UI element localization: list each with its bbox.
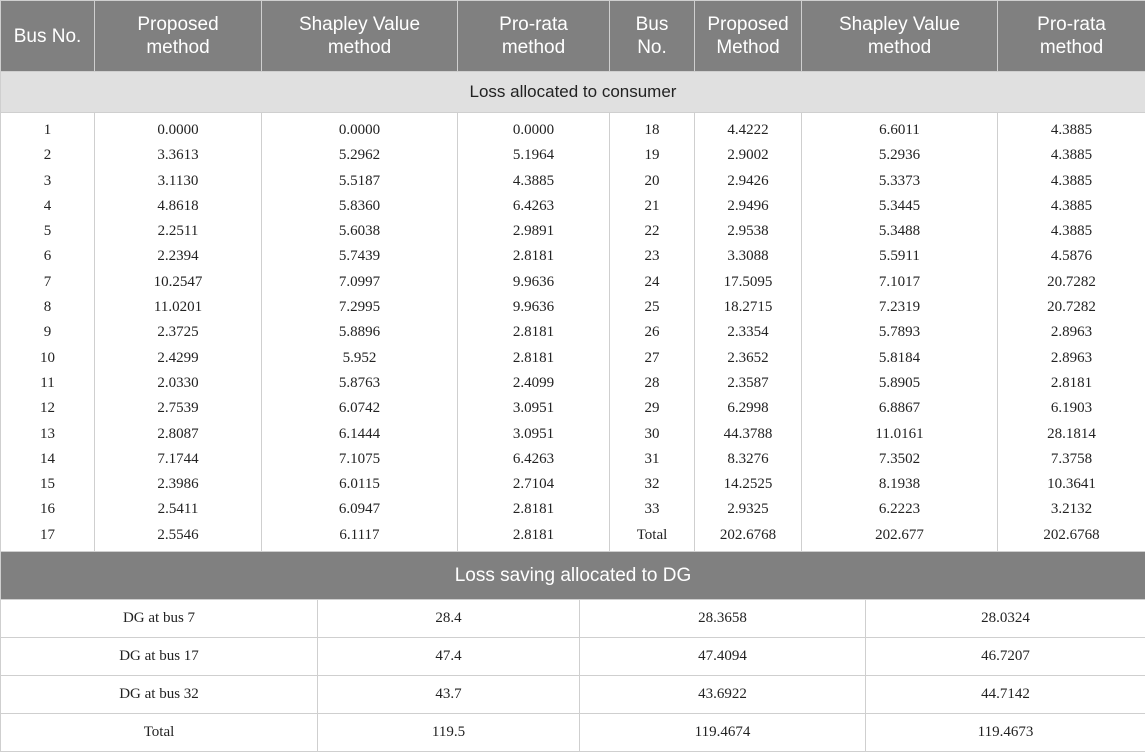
table-cell: 6 — [43, 248, 52, 265]
table-cell: 2 — [43, 147, 52, 164]
table-cell: 6.0947 — [338, 501, 381, 518]
table-cell: 16 — [40, 501, 55, 518]
table-cell: 10 — [40, 349, 55, 366]
table-cell: 5.8905 — [878, 374, 921, 391]
table-cell: 2.3652 — [727, 349, 769, 366]
table-cell: 5.8360 — [338, 197, 381, 214]
table-cell: 14.2525 — [723, 476, 773, 493]
table-cell: 7 — [43, 273, 52, 290]
table-cell: 19 — [644, 147, 660, 164]
table-cell: 2.9002 — [727, 147, 769, 164]
col-left-prorata — [458, 113, 610, 552]
table-cell: 2.8963 — [1050, 349, 1093, 366]
dg-cell-label: DG at bus 17 — [1, 638, 318, 676]
table-cell: 25 — [644, 299, 660, 316]
dg-row — [1, 600, 1145, 638]
dg-cell-label: DG at bus 7 — [1, 600, 318, 638]
table-cell: 4.3885 — [1050, 223, 1093, 240]
header-bus-no-right: Bus No. — [610, 1, 695, 72]
table-cell: 5.3445 — [878, 197, 921, 214]
table-cell: 4.3885 — [1050, 122, 1093, 138]
table-cell: 6.4263 — [512, 450, 555, 467]
dg-cell-proposed: 119.5 — [318, 714, 580, 752]
table-cell: 0.0000 — [338, 122, 381, 138]
table-cell: 3.0951 — [512, 400, 555, 417]
table-cell: 5.7893 — [878, 324, 921, 341]
table-cell: 5.3488 — [878, 223, 921, 240]
table-cell: 7.2995 — [338, 299, 381, 316]
table-cell: 5.8184 — [878, 349, 921, 366]
dg-cell-prorata: 119.4673 — [866, 714, 1145, 752]
dg-cell-proposed: 47.4 — [318, 638, 580, 676]
table-cell: 2.8087 — [157, 425, 199, 442]
section-consumer-title: Loss allocated to consumer — [1, 72, 1145, 113]
table-cell: 2.5411 — [157, 501, 199, 518]
table-cell: 2.3725 — [157, 324, 199, 341]
table-cell: 21 — [644, 197, 660, 214]
table-cell: 6.4263 — [512, 197, 555, 214]
dg-cell-label: DG at bus 32 — [1, 676, 318, 714]
table-cell: 202.6768 — [719, 526, 777, 543]
dg-cell-label: Total — [1, 714, 318, 752]
table-cell: 2.7104 — [512, 476, 555, 493]
table-cell: 17.5095 — [723, 273, 773, 290]
table-cell: 4.8618 — [157, 197, 199, 214]
table-cell: 202.677 — [875, 526, 924, 543]
table-cell: Total — [636, 526, 668, 543]
table-cell: 31 — [644, 450, 660, 467]
table-cell: 44.3788 — [723, 425, 773, 442]
table-cell: 5.1964 — [512, 147, 555, 164]
table-cell: 0.0000 — [157, 122, 199, 138]
consumer-data-row — [1, 113, 1145, 552]
table-cell: 7.0997 — [338, 273, 381, 290]
table-cell: 2.2511 — [157, 223, 199, 240]
dg-cell-prorata: 28.0324 — [866, 600, 1145, 638]
header-shapley-left: Shapley Value method — [262, 1, 458, 72]
dg-row — [1, 638, 1145, 676]
table-cell: 2.0330 — [157, 374, 199, 391]
section-consumer-row — [1, 72, 1145, 113]
table-cell: 24 — [644, 273, 660, 290]
header-bus-no-left: Bus No. — [1, 1, 95, 72]
col-right-bus — [610, 113, 695, 552]
table-cell: 4.3885 — [1050, 172, 1093, 189]
table-cell: 5.8763 — [338, 374, 381, 391]
table-cell: 4.3885 — [512, 172, 555, 189]
table-cell: 12 — [40, 400, 55, 417]
table-cell: 9 — [43, 324, 52, 341]
table-cell: 18 — [644, 122, 660, 138]
table-cell: 8.3276 — [727, 450, 769, 467]
table-cell: 17 — [40, 526, 55, 543]
col-right-prorata — [998, 113, 1145, 552]
table-cell: 2.8181 — [512, 526, 555, 543]
table-cell: 18.2715 — [723, 299, 773, 316]
table-cell: 3.1130 — [157, 172, 199, 189]
dg-row — [1, 714, 1145, 752]
header-row — [1, 1, 1145, 72]
table-cell: 6.0742 — [338, 400, 381, 417]
table-cell: 3.0951 — [512, 425, 555, 442]
table-cell: 33 — [644, 501, 660, 518]
table-cell: 2.9426 — [727, 172, 769, 189]
table-cell: 4.5876 — [1050, 248, 1093, 265]
table-cell: 202.6768 — [1043, 526, 1100, 543]
table-cell: 6.8867 — [878, 400, 921, 417]
table-cell: 6.2998 — [727, 400, 769, 417]
table-cell: 20.7282 — [1047, 273, 1096, 290]
table-cell: 6.1444 — [338, 425, 381, 442]
table-cell: 4 — [43, 197, 52, 214]
table-cell: 10.2547 — [153, 273, 203, 290]
table-cell: 2.7539 — [157, 400, 199, 417]
table-cell: 20 — [644, 172, 660, 189]
table-cell: 28.1814 — [1047, 425, 1096, 442]
table-cell: 2.3354 — [727, 324, 769, 341]
col-left-bus — [1, 113, 95, 552]
table-cell: 2.2394 — [157, 248, 199, 265]
table-cell: 2.5546 — [157, 526, 199, 543]
table-cell: 27 — [644, 349, 660, 366]
table-cell: 5.2936 — [878, 147, 921, 164]
table-cell: 4.3885 — [1050, 197, 1093, 214]
table-cell: 2.9538 — [727, 223, 769, 240]
table-cell: 22 — [644, 223, 660, 240]
table-cell: 3.3613 — [157, 147, 199, 164]
col-left-proposed — [95, 113, 262, 552]
table-cell: 9.9636 — [512, 273, 555, 290]
header-proposed-right: Proposed Method — [695, 1, 802, 72]
table-cell: 8.1938 — [878, 476, 921, 493]
table-cell: 6.1117 — [339, 526, 380, 543]
table-cell: 30 — [644, 425, 660, 442]
table-cell: 5.5911 — [879, 248, 920, 265]
table-cell: 2.8963 — [1050, 324, 1093, 341]
dg-row — [1, 676, 1145, 714]
table-cell: 15 — [40, 476, 55, 493]
col-right-proposed — [695, 113, 802, 552]
dg-cell-prorata: 46.7207 — [866, 638, 1145, 676]
table-cell: 5.5187 — [338, 172, 381, 189]
table-cell: 11 — [40, 374, 55, 391]
table-cell: 2.4099 — [512, 374, 555, 391]
table-cell: 4.4222 — [727, 122, 769, 138]
dg-table — [0, 599, 1145, 752]
table-cell: 5.7439 — [338, 248, 381, 265]
table-cell: 9.9636 — [512, 299, 555, 316]
table-cell: 5.3373 — [878, 172, 921, 189]
section-dg-row — [1, 552, 1145, 600]
header-shapley-right: Shapley Value method — [802, 1, 998, 72]
table-cell: 6.1903 — [1050, 400, 1093, 417]
table-cell: 2.4299 — [157, 349, 199, 366]
header-prorata-right: Pro-rata method — [998, 1, 1145, 72]
table-cell: 3.2132 — [1050, 501, 1093, 518]
table-cell: 5 — [43, 223, 52, 240]
table-cell: 3.3088 — [727, 248, 769, 265]
table-cell: 6.6011 — [879, 122, 920, 138]
table-cell: 2.8181 — [512, 324, 555, 341]
table-cell: 7.2319 — [878, 299, 921, 316]
table-cell: 2.8181 — [1050, 374, 1093, 391]
table-cell: 4.3885 — [1050, 147, 1093, 164]
table-cell: 5.8896 — [338, 324, 381, 341]
header-prorata-left: Pro-rata method — [458, 1, 610, 72]
table-cell: 20.7282 — [1047, 299, 1096, 316]
table-cell: 5.2962 — [338, 147, 381, 164]
table-cell: 11.0161 — [875, 425, 924, 442]
table-cell: 7.1017 — [878, 273, 921, 290]
col-left-shapley — [262, 113, 458, 552]
table-cell: 32 — [644, 476, 660, 493]
table-cell: 7.1744 — [157, 450, 199, 467]
table-cell: 3 — [43, 172, 52, 189]
table-cell: 6.0115 — [339, 476, 380, 493]
table-cell: 13 — [40, 425, 55, 442]
table-cell: 2.8181 — [512, 349, 555, 366]
table-cell: 2.3986 — [157, 476, 199, 493]
table-cell: 0.0000 — [512, 122, 555, 138]
dg-cell-shapley: 43.6922 — [580, 676, 866, 714]
dg-cell-prorata: 44.7142 — [866, 676, 1145, 714]
col-right-shapley — [802, 113, 998, 552]
table-cell: 2.3587 — [727, 374, 769, 391]
dg-cell-proposed: 28.4 — [318, 600, 580, 638]
table-cell: 11.0201 — [153, 299, 203, 316]
table-cell: 2.8181 — [512, 501, 555, 518]
table-cell: 7.3502 — [878, 450, 921, 467]
table-cell: 2.9325 — [727, 501, 769, 518]
dg-cell-shapley: 28.3658 — [580, 600, 866, 638]
table-cell: 5.952 — [342, 349, 377, 366]
table-cell: 2.8181 — [512, 248, 555, 265]
dg-cell-shapley: 119.4674 — [580, 714, 866, 752]
table-cell: 29 — [644, 400, 660, 417]
table-cell: 7.3758 — [1050, 450, 1093, 467]
table-cell: 8 — [43, 299, 52, 316]
table-cell: 14 — [40, 450, 55, 467]
dg-cell-shapley: 47.4094 — [580, 638, 866, 676]
table-cell: 28 — [644, 374, 660, 391]
table-cell: 10.3641 — [1047, 476, 1096, 493]
table-cell: 2.9891 — [512, 223, 555, 240]
table-cell: 7.1075 — [338, 450, 381, 467]
table-cell: 2.9496 — [727, 197, 769, 214]
table-cell: 6.2223 — [878, 501, 921, 518]
table-cell: 5.6038 — [338, 223, 381, 240]
table-cell: 23 — [644, 248, 660, 265]
table-cell: 26 — [644, 324, 660, 341]
table-cell: 1 — [43, 122, 52, 138]
header-proposed-left: Proposed method — [95, 1, 262, 72]
section-dg-title: Loss saving allocated to DG — [1, 552, 1145, 600]
dg-cell-proposed: 43.7 — [318, 676, 580, 714]
